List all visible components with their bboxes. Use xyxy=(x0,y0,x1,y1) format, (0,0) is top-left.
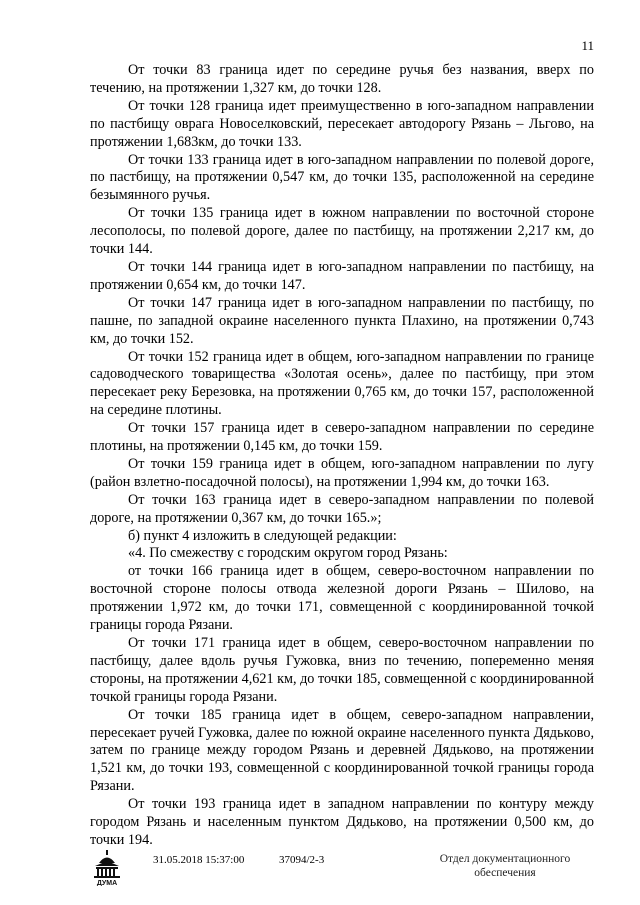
paragraph: От точки 144 граница идет в юго-западном направлении по пастбищу, на протяжении 0,654 км, до точки 147. xyxy=(90,258,594,293)
paragraph: От точки 171 граница идет в общем, северо-восточном направлении по пастбищу, далее вдоль ручья Гужовка, вниз по течению, попеременно меняя стороны, на протяжении 4,621 км, до точки 185, совмещенной с координированной точкой границы города Рязани. xyxy=(90,635,594,705)
document-body xyxy=(90,62,594,850)
duma-logo-icon xyxy=(90,848,124,886)
paragraph: От точки 135 граница идет в южном направлении по восточной стороне лесополосы, по полевой дороге, далее по пастбищу, на протяжении 2,217 км, до точки 144. xyxy=(90,205,594,258)
paragraph: От точки 185 граница идет в общем, северо-западном направлении, пересекает ручей Гужовка, далее по южной окраине населенного пункта Дядьково, затем по границе между городом Рязань и деревней Дядьково, на протяжении 1,521 км, до точки 193, совмещенной с координированной точкой границы города Рязани. xyxy=(90,706,594,795)
paragraph: От точки 133 граница идет в юго-западном направлении по полевой дороге, по пастбищу, на протяжении 0,547 км, до точки 135, расположенной на середине безымянного ручья. xyxy=(90,151,594,204)
footer-date: 31.05.2018 15:37:00 xyxy=(153,854,245,866)
page-number: 11 xyxy=(581,38,594,53)
page-footer xyxy=(0,848,640,898)
footer-code: 37094/2-3 xyxy=(279,854,325,866)
footer-department-line: Отдел документационного xyxy=(439,853,571,865)
paragraph: От точки 163 граница идет в северо-западном направлении по полевой дороге, на протяжении 0,367 км, до точки 165.»; xyxy=(90,491,594,526)
paragraph: От точки 159 граница идет в общем, юго-западном направлении по лугу (район взлетно-посадочной полосы), на протяжении 1,994 км, до точки 163. xyxy=(90,455,594,490)
paragraph: от точки 166 граница идет в общем, северо-восточном направлении по восточной стороне полосы отвода железной дороги Рязань – Шилово, на протяжении 1,972 км, до точки 171, совмещенной с координированной точкой границы города Рязани. xyxy=(90,563,594,634)
footer-department-line: обеспечения xyxy=(474,867,536,879)
paragraph: От точки 83 граница идет по середине ручья без названия, вверх по течению, на протяжении 1,327 км, до точки 128. xyxy=(90,62,594,96)
paragraph: От точки 157 граница идет в северо-западном направлении по середине плотины, на протяжении 0,145 км, до точки 159. xyxy=(90,420,594,455)
logo-text: ДУМА xyxy=(96,880,118,886)
paragraph: От точки 152 граница идет в общем, юго-западном направлении по границе садоводческого товарищества «Золотая осень», далее по пастбищу, при этом пересекает реку Березовка, на протяжении 0,765 км, до точки 157, расположенной на середине плотины. xyxy=(90,348,594,419)
paragraph: От точки 193 граница идет в западном направлении по контуру между городом Рязань и населенным пунктом Дядьково, на протяжении 0,500 км, до точки 194. xyxy=(90,796,594,848)
footer-department xyxy=(430,852,580,880)
paragraph: б) пункт 4 изложить в следующей редакции: xyxy=(128,527,397,544)
paragraph: «4. По смежеству с городским округом город Рязань: xyxy=(128,545,448,562)
paragraph: От точки 128 граница идет преимущественно в юго-западном направлении по пастбищу оврага Новоселковский, пересекает автодорогу Рязань – Льгово, на протяжении 1,683км, до точки 133. xyxy=(90,97,594,150)
paragraph: От точки 147 граница идет в юго-западном направлении по пастбищу, по пашне, по западной окраине населенного пункта Плахино, на протяжении 0,743 км, до точки 152. xyxy=(90,294,594,347)
